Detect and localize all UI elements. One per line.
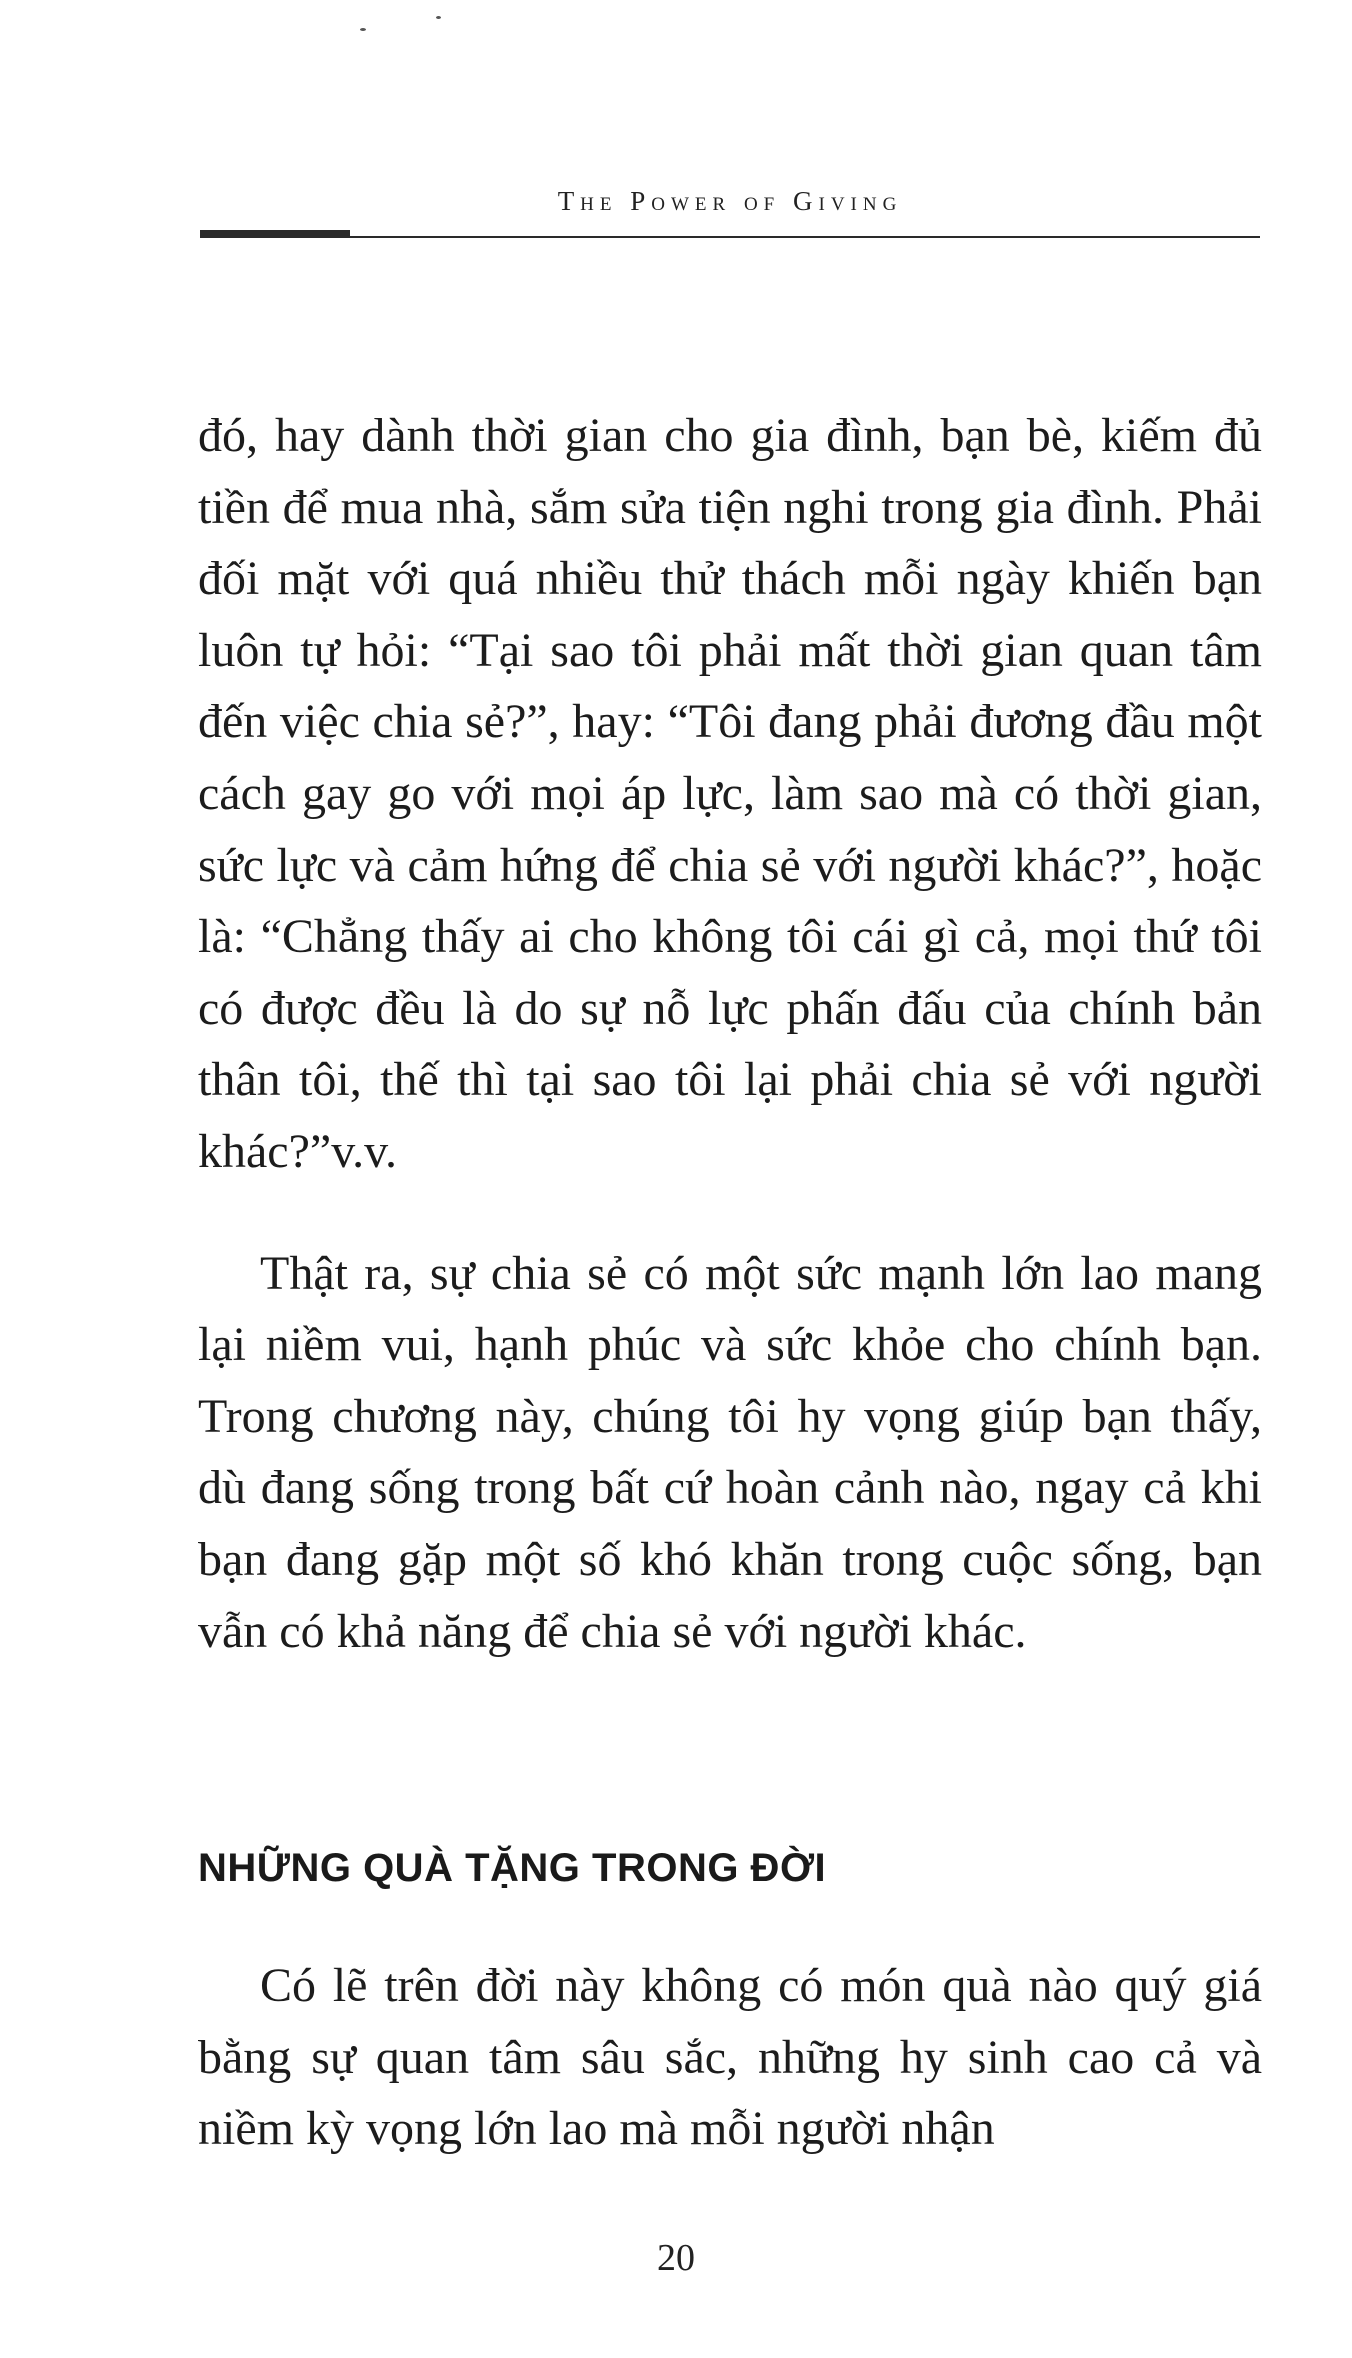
page-number: 20: [657, 2237, 695, 2279]
running-header-title: The Power of Giving: [557, 186, 903, 216]
section-heading: NHỮNG QUÀ TẶNG TRONG ĐỜI: [198, 1846, 827, 1890]
body-text: [198, 400, 1262, 1667]
paragraph-continued: đó, hay dành thời gian cho gia đình, bạn bè, kiếm đủ tiền để mua nhà, sắm sửa tiện nghi trong gia đình. Phải đối mặt với quá nhiều thử thách mỗi ngày khiến bạn luôn tự hỏi: “Tại sao tôi phải mất thời gian quan tâm đến việc chia sẻ?”, hay: “Tôi đang phải đương đầu một cách gay go với mọi áp lực, làm sao mà có thời gian, sức lực và cảm hứng để chia sẻ với người khác?”, hoặc là: “Chẳng thấy ai cho không tôi cái gì cả, mọi thứ tôi có được đều là do sự nỗ lực phấn đấu của chính bản thân tôi, thế thì tại sao tôi lại phải chia sẻ với người khác?”v.v.: [198, 409, 1262, 1178]
paragraph: Thật ra, sự chia sẻ có một sức mạnh lớn lao mang lại niềm vui, hạnh phúc và sức khỏe cho chính bạn. Trong chương này, chúng tôi hy vọng giúp bạn thấy, dù đang sống trong bất cứ hoàn cảnh nào, ngay cả khi bạn đang gặp một số khó khăn trong cuộc sống, bạn vẫn có khả năng để chia sẻ với người khác.: [198, 1246, 1262, 1658]
print-speck: [360, 28, 366, 31]
print-speck: [436, 16, 441, 19]
header-rule: [200, 236, 1260, 238]
section-paragraph: Có lẽ trên đời này không có món quà nào quý giá bằng sự quan tâm sâu sắc, những hy sinh cao cả và niềm kỳ vọng lớn lao mà mỗi người nhận: [198, 1959, 1262, 2156]
